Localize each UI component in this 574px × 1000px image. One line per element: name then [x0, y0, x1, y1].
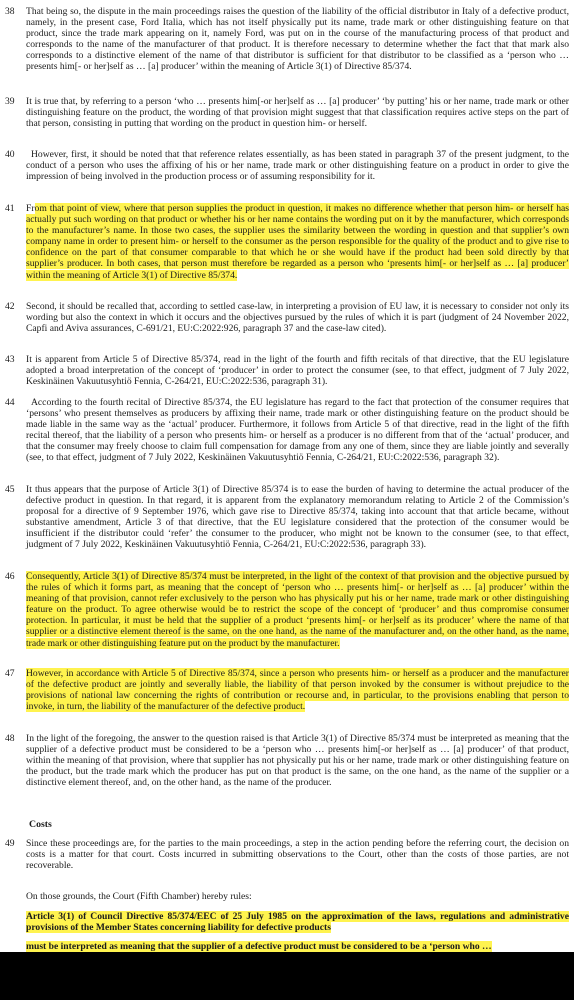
- paragraph-number: 46: [5, 571, 15, 582]
- paragraph-number: 43: [5, 354, 15, 365]
- paragraph-number: 38: [5, 6, 15, 17]
- paragraph-text: [26, 571, 569, 649]
- paragraph-text: According to the fourth recital of Directive 85/374, the EU legislature has regard to the fact that protection of the consumer requires that ‘persons’ who present themselves as producers by affixing their name, trade mark or other distinguishing feature on the product should be made liable in the same way as the ‘actual’ producer. Furthermore, it follows from Article 5 of that directive, read in the light of the fifth recital thereof, that the liability of a person who presents him- or herself as a producer is no different from that of the ‘actual’ producer, and that the consumer may freely choose to claim full compensation for damage from any one of them, since they are liable jointly and severally (see, to that effect, judgment of 7 July 2022, Keskinäinen Vakuutusyhtiö Fennia, C-264/21, EU:C:2022:536, paragraph 32).: [26, 397, 569, 464]
- paragraph-text: However, first, it should be noted that that reference relates essentially, as has been stated in paragraph 37 of the present judgment, to the conduct of a person who uses the affixing of his or her name, trade mark or other distinguishing feature on a product in order to give the impression of being involved in the production process or of assuming responsibility for it.: [26, 149, 569, 183]
- costs-heading: Costs: [29, 819, 52, 830]
- highlighted-text: om that point of view, where that person supplies the product in question, it makes no difference whether that person him- or herself has actually put such wording on that product or whether his or her name contains the wording put on it by the manufacturer, which corresponds to the manufacturer’s name. In those two cases, the supplier uses the similarity between the wording in question and that supplier’s own company name in order to present him- or herself to the consumer as the person responsible for the quality of the product and to give rise to confidence on the part of that consumer comparable to that which he or she would have if the product had been sold directly by that supplier’s producer. In both cases, that person must therefore be regarded as a person who ‘presents him[- or her]self as … [a] producer’ within the meaning of Article 3(1) of Directive 85/374.: [26, 203, 569, 281]
- paragraph-text: [26, 668, 569, 712]
- operative-intro: On those grounds, the Court (Fifth Chamber) hereby rules:: [26, 891, 252, 902]
- paragraph-number: 40: [5, 149, 15, 160]
- highlighted-text: Consequently, Article 3(1) of Directive 85/374 must be interpreted, in the light of the context of that provision and the objective pursued by the rules of which it forms part, as meaning that the concept of ‘person who … presents him[- or her]self as … [a] producer’ within the meaning of that provision, cannot refer exclusively to the person who has physically put his or her name, trade mark or other distinguishing feature on the product. To agree otherwise would be to restrict the scope of the concept of ‘producer’ and thus compromise consumer protection. In particular, it must be held that the supplier of a product ‘presents him[- or her]self as its producer’ where the name of that supplier or a distinctive element thereof is the same, on the one hand, as the name of the manufacturer and, on the other hand, as the name, trade mark or other distinguishing feature put on the product by the manufacturer.: [26, 571, 569, 649]
- paragraph-number: 47: [5, 668, 15, 679]
- paragraph-number: 41: [5, 203, 15, 214]
- highlighted-text: Article 3(1) of Council Directive 85/374/EEC of 25 July 1985 on the approximation of the laws, regulations and administrative provisions of the Member States concerning liability for defective products: [26, 911, 569, 934]
- paragraph-text: It is apparent from Article 5 of Directive 85/374, read in the light of the fourth and fifth recitals of that directive, that the EU legislature adopted a broad interpretation of the concept of ‘producer’ in order to protect the consumer (see, to that effect, judgment of 7 July 2022, Keskinäinen Vakuutusyhtiö Fennia, C-264/21, EU:C:2022:536, paragraph 31).: [26, 354, 569, 388]
- paragraph-text: [26, 203, 569, 281]
- highlighted-text: However, in accordance with Article 5 of Directive 85/374, since a person who presents him- or herself as a producer and the manufacturer of the defective product are jointly and severally liable, the liability of that person invoked by the consumer is without prejudice to the provisions of national law concerning the rights of contribution or recourse and, in particular, to the provisions enabling that person to invoke, in turn, the liability of the manufacturer of the defective product.: [26, 668, 569, 713]
- paragraph-text: Second, it should be recalled that, according to settled case-law, in interpreting a provision of EU law, it is necessary to consider not only its wording but also the context in which it occurs and the objectives pursued by the rules of which it is part (judgment of 24 November 2022, Capfi and Aviva assurances, C-691/21, EU:C:2022:926, paragraph 37 and the case-law cited).: [26, 301, 569, 335]
- operative-ruling-title: [26, 911, 569, 933]
- paragraph-text-prefix: Fr: [26, 203, 35, 214]
- paragraph-text: It thus appears that the purpose of Article 3(1) of Directive 85/374 is to ease the burden of having to determine the actual producer of the defective product in question. In that regard, it is apparent from the explanatory memorandum relating to Article 2 of the Commission’s proposal for a directive of 9 September 1976, which gave rise to Directive 85/374, taking into account that that article became, without substantive amendment, Article 3 of that directive, that the EU legislature considered that the protection of the consumer would be insufficient if the distributor could ‘refer’ the consumer to the producer, who might not be known to the consumer (see, to that effect, judgment of 7 July 2022, Keskinäinen Vakuutusyhtiö Fennia, C-264/21, EU:C:2022:536, paragraph 33).: [26, 484, 569, 551]
- paragraph-number: 49: [5, 838, 15, 849]
- operative-ruling-text: [26, 941, 569, 952]
- highlighted-text: must be interpreted as meaning that the supplier of a defective product must be considered to be a ‘person who …: [26, 941, 492, 952]
- paragraph-number: 42: [5, 301, 15, 312]
- paragraph-number: 45: [5, 484, 15, 495]
- bottom-black-band: [0, 952, 574, 1000]
- paragraph-number: 39: [5, 96, 15, 107]
- paragraph-text: In the light of the foregoing, the answer to the question raised is that Article 3(1) of Directive 85/374 must be interpreted as meaning that the supplier of a defective product must be considered to be a ‘person who … presents him[-or her]self as … [a] producer’ of that product, within the meaning of that provision, where that supplier has not physically put his or her name, trade mark or other distinguishing feature on the product, but the trade mark which the producer has put on that product is the same, on the one hand, as the name of the supplier or a distinctive element thereof, and, on the other hand, as the name of the producer.: [26, 733, 569, 789]
- paragraph-number: 44: [5, 397, 15, 408]
- paragraph-text: That being so, the dispute in the main proceedings raises the question of the liability of the official distributor in Italy of a defective product, namely, in the present case, Ford Italia, which has not itself physically put its name, trade mark or other distinguishing feature on that product, since the trade mark appearing on it, namely Ford, was put on in the course of the manufacturing process of that product and corresponds to the name of the manufacturer of that product. It is therefore necessary to determine whether the fact that that mark also corresponds to a distinctive element of the name of that distributor is sufficient for that distributor to be classified as a ‘person who … presents him[- or her]self as … [a] producer’ within the meaning of Article 3(1) of Directive 85/374.: [26, 6, 569, 73]
- paragraph-text: Since these proceedings are, for the parties to the main proceedings, a step in the action pending before the referring court, the decision on costs is a matter for that court. Costs incurred in submitting observations to the Court, other than the costs of those parties, are not recoverable.: [26, 838, 569, 872]
- paragraph-number: 48: [5, 733, 15, 744]
- paragraph-text: It is true that, by referring to a person ‘who … presents him[-or her]self as … [a] producer’ ‘by putting’ his or her name, trade mark or other distinguishing feature on the product, the wording of that provision might suggest that that classification requires active steps on the part of that person, consisting in putting that wording on the product in question him- or herself.: [26, 96, 569, 130]
